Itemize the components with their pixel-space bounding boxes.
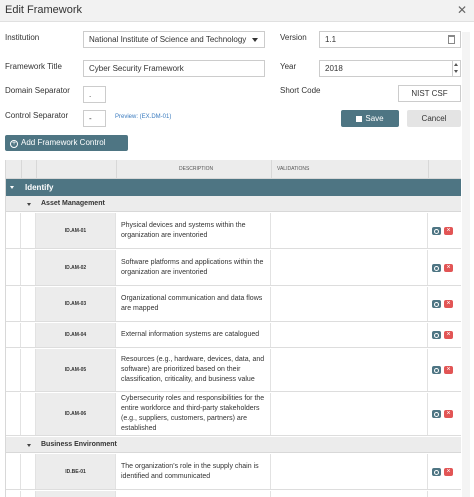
control-validations — [271, 250, 428, 285]
control-description: The organization’s role in the supply chain is identified and communicated — [116, 454, 271, 489]
control-description: Software platforms and applications within the organization are inventoried — [116, 250, 271, 285]
dialog-header — [0, 0, 474, 22]
control-code: ID.BE-01 — [36, 454, 116, 489]
edit-icon[interactable] — [432, 264, 441, 272]
short-code-value: NIST CSF — [411, 89, 448, 98]
version-label: Version — [280, 33, 307, 42]
add-control-label: Add Framework Control — [21, 138, 106, 147]
domain-separator-label: Domain Separator — [5, 86, 70, 95]
control-code: ID.AM-02 — [36, 250, 116, 285]
subgroup-label: Asset Management — [41, 200, 105, 207]
control-separator-input[interactable] — [83, 110, 106, 127]
delete-icon[interactable]: × — [444, 366, 453, 374]
table-row — [6, 349, 461, 392]
cancel-button[interactable] — [407, 110, 461, 127]
table-row — [6, 491, 461, 497]
scrollbar[interactable] — [462, 32, 470, 497]
group-label: Identify — [25, 183, 54, 192]
control-separator-label: Control Separator — [5, 111, 69, 120]
plus-circle-icon: + — [11, 140, 17, 147]
save-icon — [356, 116, 362, 122]
subgroup-label: Business Environment — [41, 441, 117, 448]
edit-icon[interactable] — [432, 300, 441, 308]
framework-title-label: Framework Title — [5, 62, 62, 71]
control-code: ID.AM-04 — [36, 323, 116, 347]
chevron-down-icon — [252, 38, 258, 42]
year-stepper[interactable] — [319, 60, 461, 77]
short-code-label: Short Code — [280, 86, 321, 95]
control-validations — [271, 287, 428, 321]
edit-icon[interactable] — [432, 410, 441, 418]
framework-title-value: Cyber Security Framework — [89, 64, 184, 73]
cancel-label: Cancel — [421, 114, 447, 123]
control-description: Cybersecurity roles and responsibilities for the entire workforce and third-party stakeholders (e.g., suppliers, customers, partners) are established — [116, 393, 271, 435]
control-description: External information systems are catalogued — [116, 323, 271, 347]
delete-icon[interactable]: × — [444, 468, 453, 476]
table-row — [6, 323, 461, 348]
grid-header — [6, 160, 461, 179]
table-row — [6, 250, 461, 286]
caret-down-icon[interactable] — [10, 186, 14, 189]
control-validations — [271, 454, 428, 489]
table-row — [6, 287, 461, 322]
dialog-title: Edit Framework — [5, 4, 83, 16]
delete-icon[interactable]: × — [444, 410, 453, 418]
edit-icon[interactable] — [432, 331, 441, 339]
control-separator-value: - — [89, 114, 92, 123]
subgroup-row-business-environment[interactable] — [6, 437, 461, 453]
control-validations — [271, 323, 428, 347]
control-description: Physical devices and systems within the organization are inventoried — [116, 213, 271, 248]
version-value: 1.1 — [325, 35, 337, 44]
version-field[interactable] — [319, 31, 461, 48]
short-code-input[interactable] — [398, 85, 461, 102]
control-description: Resources (e.g., hardware, devices, data, and software) are prioritized based on their classification, criticality, and business value — [116, 349, 271, 391]
save-button[interactable] — [341, 110, 399, 127]
framework-title-input[interactable] — [83, 60, 265, 77]
delete-icon[interactable]: × — [444, 300, 453, 308]
institution-label: Institution — [5, 33, 40, 42]
group-row-identify[interactable] — [6, 179, 461, 196]
delete-icon[interactable]: × — [444, 227, 453, 235]
subgroup-row-asset-management[interactable] — [6, 196, 461, 212]
separator-preview: Preview: (EX.DM-01) — [115, 114, 172, 120]
control-validations — [271, 349, 428, 391]
delete-icon[interactable]: × — [444, 264, 453, 272]
table-row — [6, 454, 461, 490]
year-value: 2018 — [325, 64, 343, 73]
close-icon[interactable]: ✕ — [456, 3, 467, 17]
column-header-validations: VALIDATIONS — [277, 166, 310, 172]
add-framework-control-button[interactable] — [5, 135, 128, 151]
control-validations — [271, 213, 428, 248]
column-header-description: DESCRIPTION — [179, 166, 214, 172]
domain-separator-value: . — [89, 90, 92, 99]
control-validations — [271, 393, 428, 435]
edit-icon[interactable] — [432, 366, 441, 374]
calculator-icon — [448, 35, 455, 44]
institution-value: National Institute of Science and Technology — [89, 35, 247, 44]
control-code: ID.AM-01 — [36, 213, 116, 248]
year-label: Year — [280, 62, 297, 71]
control-code: ID.AM-06 — [36, 393, 116, 435]
edit-icon[interactable] — [432, 468, 441, 476]
table-row — [6, 393, 461, 436]
save-label: Save — [365, 114, 384, 123]
delete-icon[interactable]: × — [444, 331, 453, 339]
control-code: ID.AM-03 — [36, 287, 116, 321]
table-row — [6, 213, 461, 249]
institution-select[interactable] — [83, 31, 265, 48]
domain-separator-input[interactable] — [83, 86, 106, 103]
edit-icon[interactable] — [432, 227, 441, 235]
framework-controls-grid — [5, 160, 461, 497]
control-code: ID.AM-05 — [36, 349, 116, 391]
spinner-icon[interactable] — [452, 61, 460, 76]
caret-down-icon[interactable] — [27, 203, 31, 206]
control-description: Organizational communication and data flows are mapped — [116, 287, 271, 321]
caret-down-icon[interactable] — [27, 444, 31, 447]
